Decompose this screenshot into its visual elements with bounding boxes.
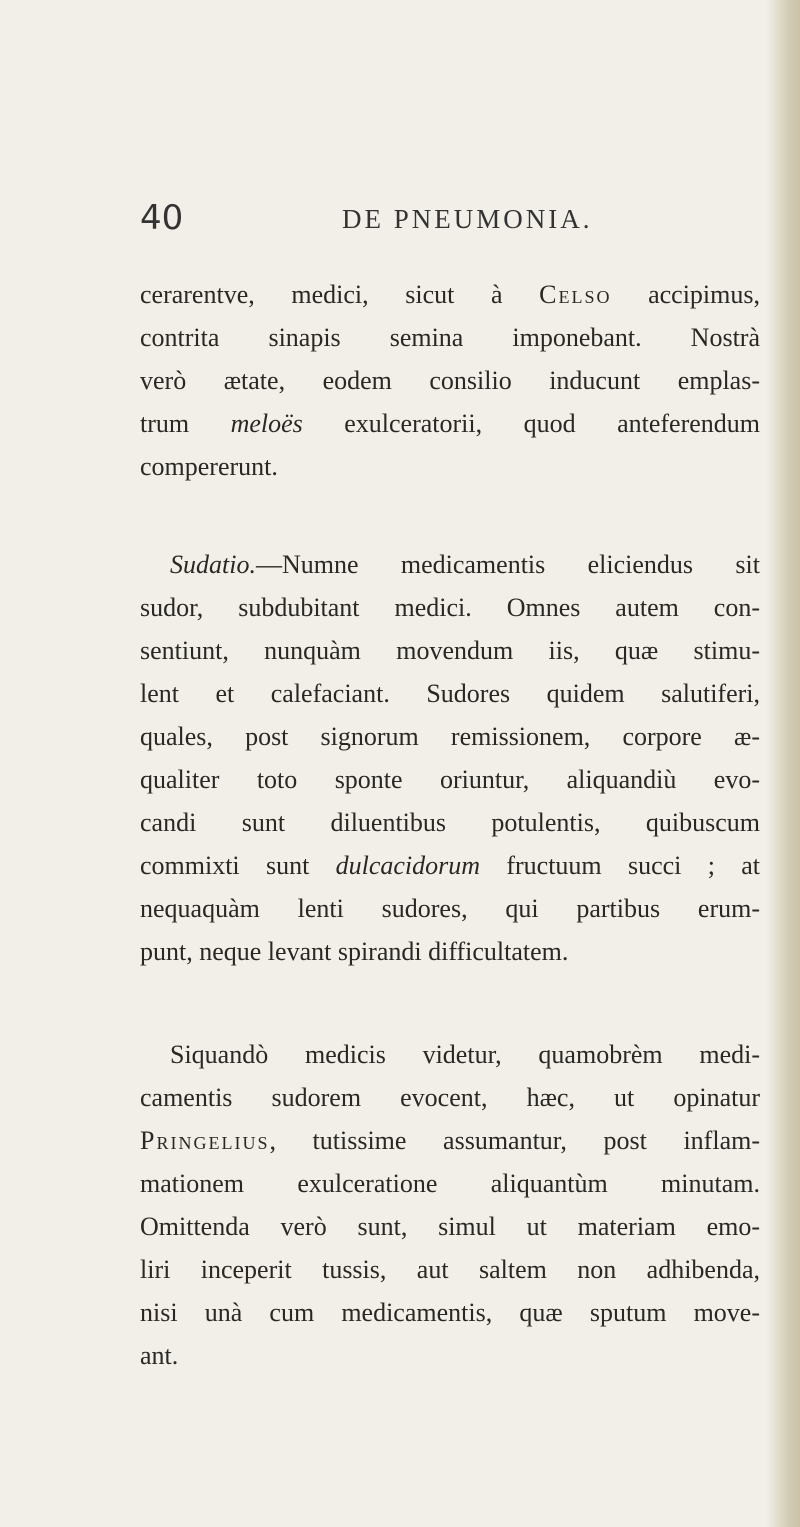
text-line: qualiter toto sponte oriuntur, aliquandiù evo- [140, 765, 760, 794]
text-line: compererunt. [140, 452, 278, 481]
text-line: liri inceperit tussis, aut saltem non adhibenda, [140, 1255, 760, 1284]
text-line: ant. [140, 1341, 179, 1370]
text-line: verò ætate, eodem consilio inducunt emplas- [140, 366, 760, 395]
page-edge-shadow [766, 0, 800, 1527]
text-line: lent et calefaciant. Sudores quidem salutiferi, [140, 679, 760, 708]
text-line: camentis sudorem evocent, hæc, ut opinatur [140, 1083, 760, 1112]
page-number: 40 [140, 198, 184, 238]
text-line: contrita sinapis semina imponebant. Nostrà [140, 323, 760, 352]
text-line: Siquandò medicis videtur, quamobrèm medi- [170, 1040, 760, 1069]
italic-term: dulcacidorum [335, 851, 481, 880]
running-head: DE PNEUMONIA. [342, 204, 593, 234]
text-line: punt, neque levant spirandi difficultatem. [140, 937, 569, 966]
text-line: Omittenda verò sunt, simul ut materiam emo- [140, 1212, 760, 1241]
text-line: nisi unà cum medicamentis, quæ sputum move- [140, 1298, 760, 1327]
text-line: quales, post signorum remissionem, corpore æ- [140, 722, 760, 751]
text-line: cerarentve, medici, sicut à Celso accipimus, [140, 280, 760, 309]
page-header [140, 198, 760, 248]
author-name: Pringelius [140, 1126, 270, 1155]
text-line: mationem exulceratione aliquantùm minutam. [140, 1169, 760, 1198]
paragraph-3 [140, 1033, 760, 1377]
text-line: Sudatio.—Numne medicamentis eliciendus sit [170, 550, 760, 579]
section-heading: Sudatio. [170, 550, 256, 579]
text-line: nequaquàm lenti sudores, qui partibus erum- [140, 894, 760, 923]
text-line: sentiunt, nunquàm movendum iis, quæ stimu- [140, 636, 760, 665]
text-line: candi sunt diluentibus potulentis, quibuscum [140, 808, 760, 837]
text-line: trum meloës exulceratorii, quod anteferendum [140, 409, 760, 438]
italic-term: meloës [230, 409, 303, 438]
text-line: sudor, subdubitant medici. Omnes autem con- [140, 593, 760, 622]
paragraph-1 [140, 273, 760, 488]
text-line: Pringelius, tutissime assumantur, post inflam- [140, 1126, 760, 1155]
text-line: commixti sunt dulcacidorum fructuum succi ; at [140, 851, 760, 880]
paragraph-2 [140, 543, 760, 973]
author-name: Celso [539, 280, 612, 309]
